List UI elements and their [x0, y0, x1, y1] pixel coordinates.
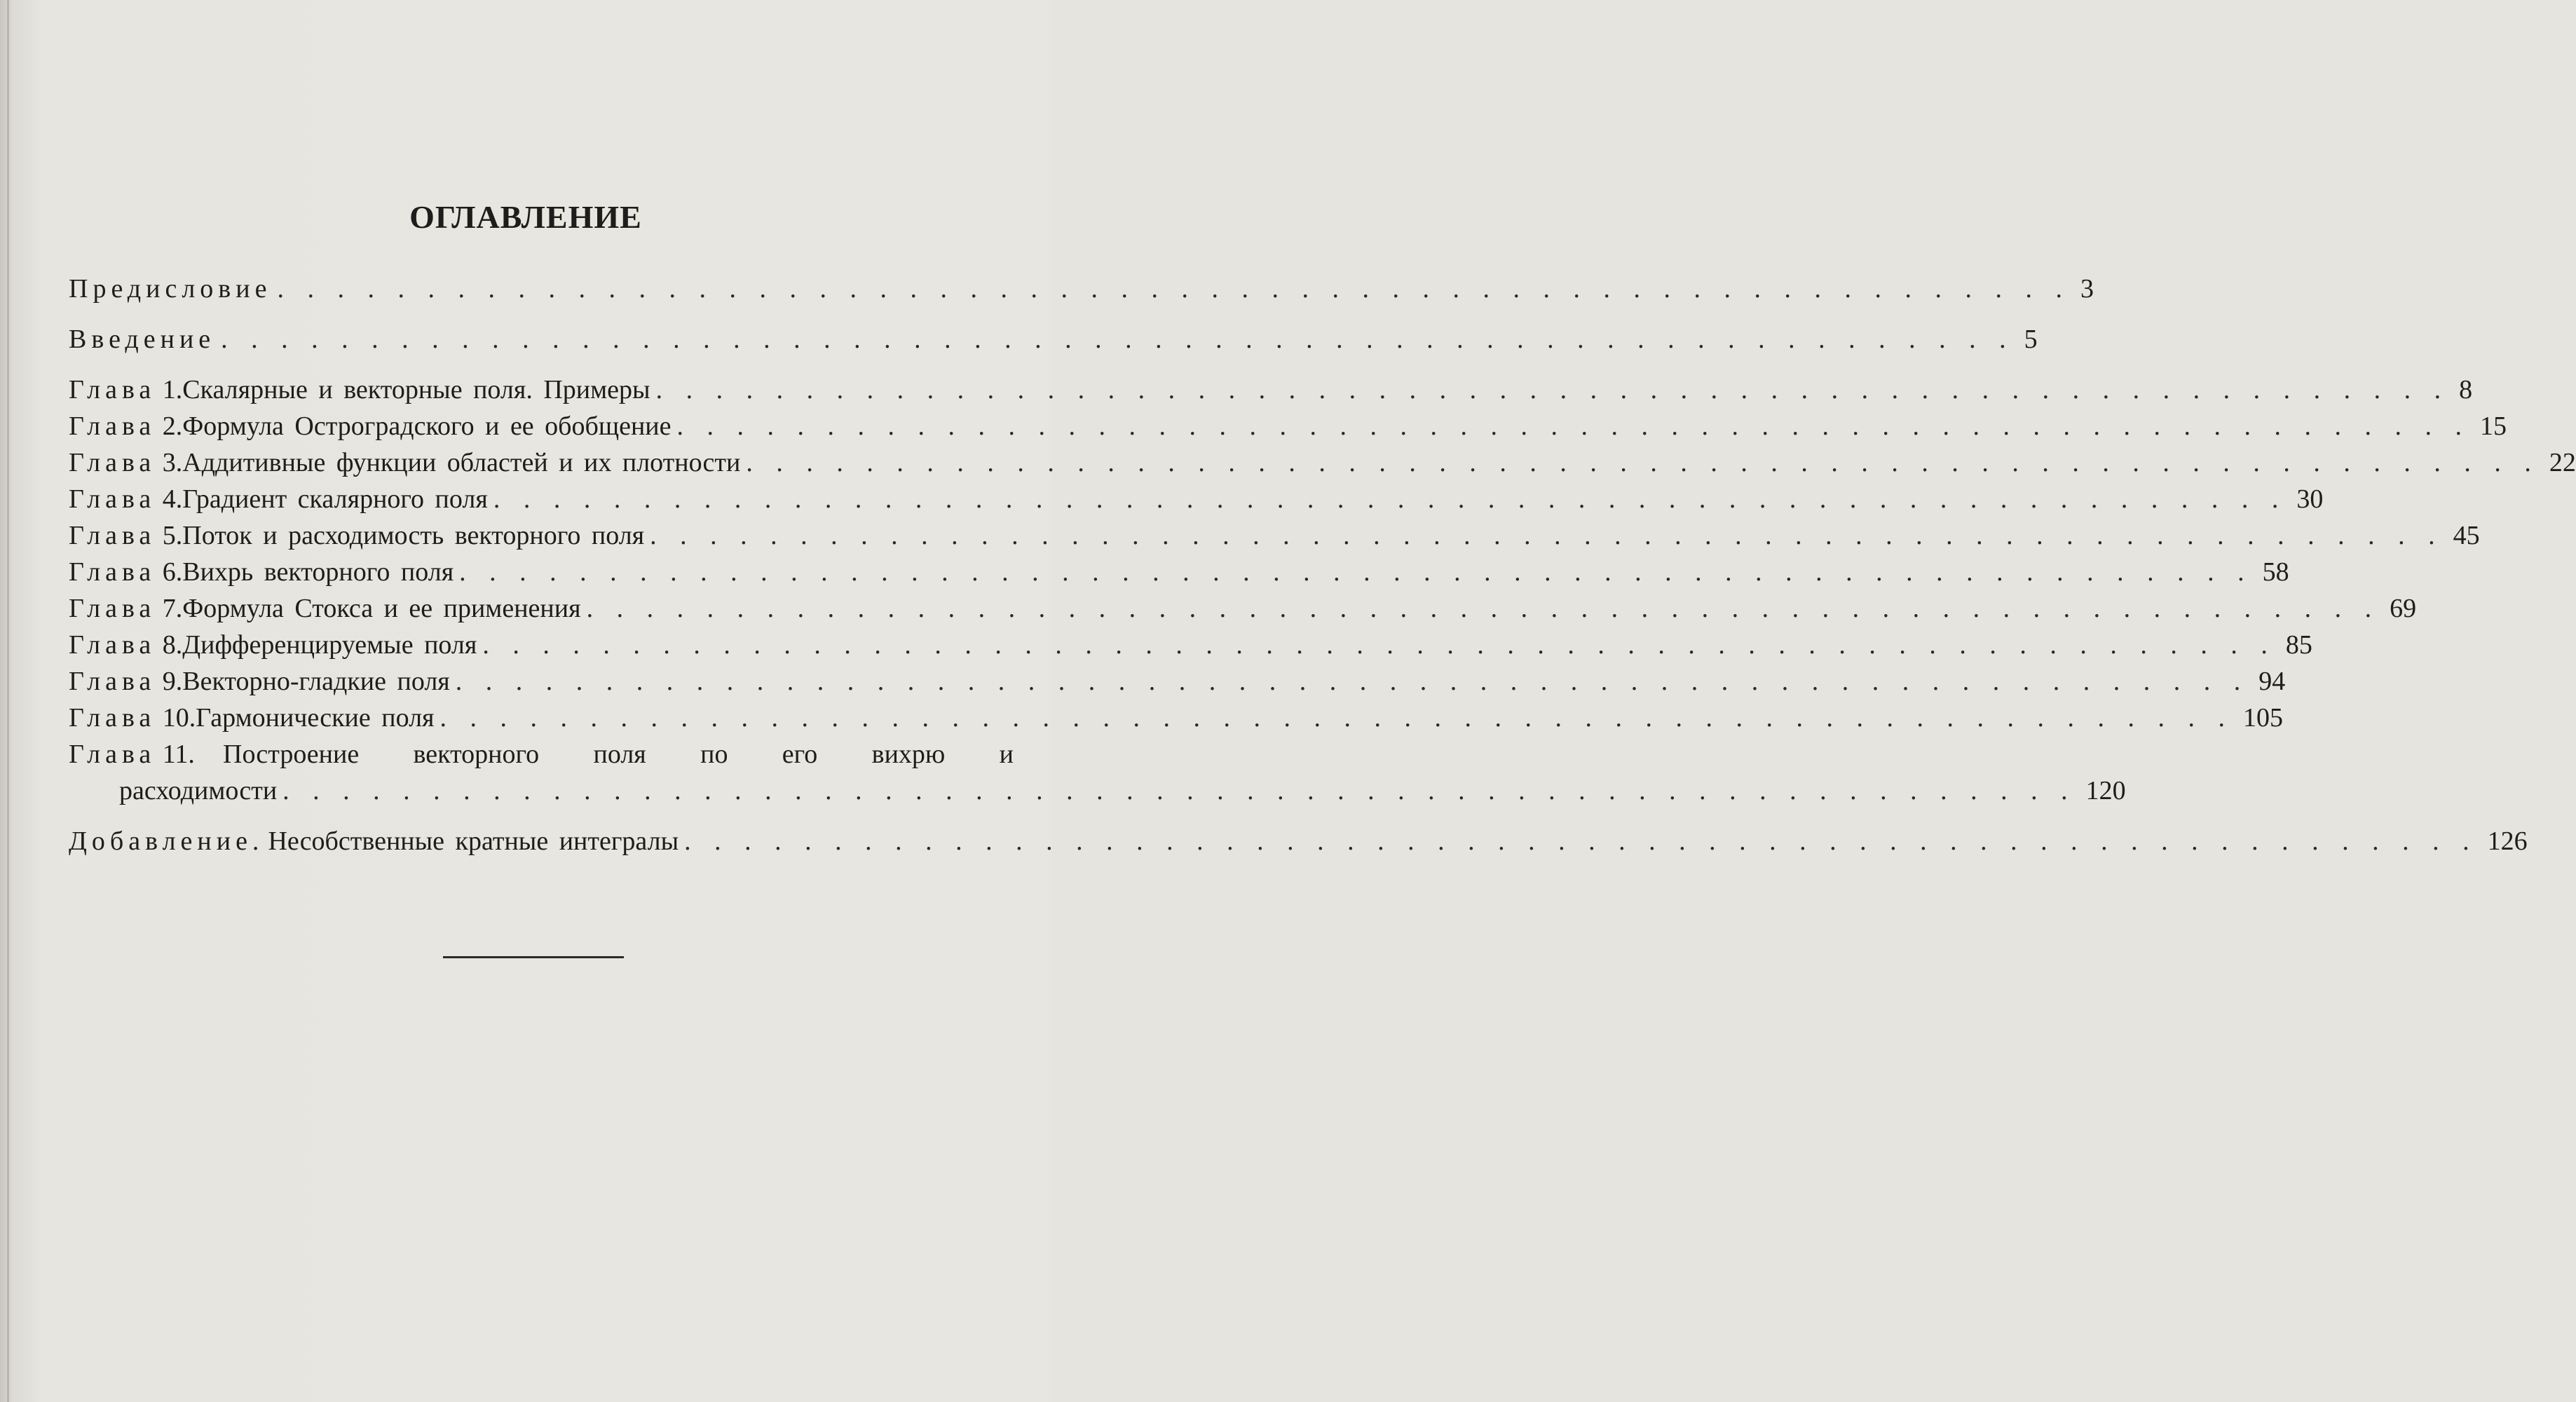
chapter-title-word: его [782, 740, 818, 769]
chapter-title-line-1 [223, 739, 1014, 770]
toc-entry-chapter [69, 484, 2324, 520]
toc-page-number: 94 [2258, 667, 2286, 696]
dot-leader: . . . . . . . . . . . . . . . . . . . . . . . . . . . . . . . . . . . . . . . . . . . . . . . . . . . . . . . . . . . . [455, 667, 2249, 696]
chapter-prefix [69, 484, 182, 515]
chapter-word: Глава [69, 594, 156, 623]
chapter-number: 10. [162, 703, 196, 733]
chapter-word: Глава [69, 448, 156, 477]
chapter-word: Глава [69, 703, 156, 733]
toc-entry-chapter [69, 411, 2507, 447]
chapter-number: 5. [162, 521, 183, 550]
chapter-word: Глава [69, 521, 156, 550]
dot-leader: . . . . . . . . . . . . . . . . . . . . . . . . . . . . . . . . . . . . . . . . . . . . . . . . . . . . . . . . . . . . [439, 703, 2234, 733]
toc-page-number: 105 [2243, 703, 2284, 733]
chapter-prefix [69, 666, 182, 697]
chapter-prefix [69, 593, 182, 624]
dot-leader: . . . . . . . . . . . . . . . . . . . . . . . . . . . . . . . . . . . . . . . . . . . . . . . . . . . . . . . . . . . . [493, 484, 2287, 514]
toc-page-number: 45 [2453, 521, 2480, 550]
chapter-prefix [69, 739, 223, 770]
dot-leader: . . . . . . . . . . . . . . . . . . . . . . . . . . . . . . . . . . . . . . . . . . . . . . . . . . . . . . . . . . . . [277, 274, 2071, 304]
dot-leader: . . . . . . . . . . . . . . . . . . . . . . . . . . . . . . . . . . . . . . . . . . . . . . . . . . . . . . . . . . . . [676, 411, 2471, 441]
toc-page-number: 3 [2080, 274, 2094, 304]
chapter-word: Глава [69, 411, 156, 441]
toc-entry-chapter [69, 666, 2286, 702]
toc-page-number: 8 [2459, 375, 2473, 404]
toc-entry-chapter [69, 374, 2473, 411]
toc-entry-chapter [69, 557, 2289, 593]
table-of-contents [69, 273, 2576, 862]
chapter-title: Поток и расходимость векторного поля [182, 521, 645, 550]
toc-page-number: 120 [2085, 776, 2126, 805]
chapter-title: Вихрь векторного поля [182, 557, 454, 587]
chapter-title-line-2: расходимости [119, 776, 278, 805]
chapter-word: Глава [69, 667, 156, 696]
toc-entry-introduction [69, 324, 2038, 360]
chapter-title: Скалярные и векторные поля. Примеры [182, 375, 650, 404]
chapter-prefix [69, 629, 182, 660]
toc-entry-chapter-11-continued [69, 775, 2126, 812]
dot-leader: . . . . . . . . . . . . . . . . . . . . . . . . . . . . . . . . . . . . . . . . . . . . . . . . . . . . . . . . . . . . [655, 375, 2450, 404]
chapter-word: Глава [69, 484, 156, 514]
chapter-number: 6. [162, 557, 183, 587]
chapter-prefix [69, 557, 182, 587]
toc-page-number: 30 [2296, 484, 2324, 514]
chapter-title: Градиент скалярного поля [182, 484, 488, 514]
chapter-prefix [69, 702, 196, 733]
chapter-title-word: по [700, 740, 728, 769]
toc-entry-chapter [69, 447, 2576, 484]
toc-page-number: 15 [2480, 411, 2507, 441]
toc-entry-label: Введение [69, 325, 216, 354]
toc-page-number: 22 [2549, 448, 2576, 477]
chapter-number: 1. [162, 375, 183, 404]
dot-leader: . . . . . . . . . . . . . . . . . . . . . . . . . . . . . . . . . . . . . . . . . . . . . . . . . . . . . . . . . . . . [746, 448, 2540, 477]
toc-entry-chapter [69, 702, 2284, 739]
appendix-title: Несобственные кратные интегралы [268, 826, 679, 856]
chapter-prefix [69, 374, 182, 405]
chapter-number: 3. [162, 448, 183, 477]
toc-page-number: 126 [2487, 826, 2528, 856]
chapter-list [69, 374, 2576, 739]
page-title: ОГЛАВЛЕНИЕ [409, 199, 642, 235]
chapter-number: 11. [162, 740, 195, 769]
appendix-label: Добавление. [69, 826, 264, 856]
toc-entry-label: Предисловие [69, 274, 272, 304]
dot-leader: . . . . . . . . . . . . . . . . . . . . . . . . . . . . . . . . . . . . . . . . . . . . . . . . . . . . . . . . . . . . [684, 826, 2478, 856]
dot-leader: . . . . . . . . . . . . . . . . . . . . . . . . . . . . . . . . . . . . . . . . . . . . . . . . . . . . . . . . . . . . [459, 557, 2253, 587]
chapter-word: Глава [69, 630, 156, 660]
toc-page-number: 5 [2024, 325, 2038, 354]
chapter-word: Глава [69, 375, 156, 404]
chapter-prefix [69, 447, 182, 478]
dot-leader: . . . . . . . . . . . . . . . . . . . . . . . . . . . . . . . . . . . . . . . . . . . . . . . . . . . . . . . . . . . . [482, 630, 2276, 660]
chapter-title: Векторно-гладкие поля [182, 667, 450, 696]
dot-leader: . . . . . . . . . . . . . . . . . . . . . . . . . . . . . . . . . . . . . . . . . . . . . . . . . . . . . . . . . . . . [650, 521, 2444, 550]
chapter-title: Гармонические поля [196, 703, 435, 733]
chapter-title-word: векторного [413, 740, 540, 769]
chapter-title-word: поля [593, 740, 646, 769]
dot-leader: . . . . . . . . . . . . . . . . . . . . . . . . . . . . . . . . . . . . . . . . . . . . . . . . . . . . . . . . . . . . [221, 325, 2015, 354]
chapter-title: Аддитивные функции областей и их плотности [182, 448, 741, 477]
chapter-number: 2. [162, 411, 183, 441]
chapter-number: 9. [162, 667, 183, 696]
closing-rule [443, 956, 624, 958]
toc-entry-appendix [69, 826, 2528, 862]
chapter-number: 4. [162, 484, 183, 514]
dot-leader: . . . . . . . . . . . . . . . . . . . . . . . . . . . . . . . . . . . . . . . . . . . . . . . . . . . . . . . . . . . . [282, 776, 2076, 805]
chapter-prefix [69, 520, 182, 551]
chapter-title: Формула Стокса и ее применения [182, 594, 581, 623]
toc-entry-chapter-11 [69, 739, 1014, 775]
chapter-word: Глава [69, 557, 156, 587]
dot-leader: . . . . . . . . . . . . . . . . . . . . . . . . . . . . . . . . . . . . . . . . . . . . . . . . . . . . . . . . . . . . [586, 594, 2380, 623]
chapter-title: Дифференцируемые поля [182, 630, 477, 660]
chapter-title-word: Построение [223, 740, 360, 769]
chapter-prefix [69, 411, 182, 442]
toc-entry-chapter [69, 520, 2480, 557]
toc-entry-chapter [69, 593, 2417, 629]
toc-page-number: 58 [2262, 557, 2289, 587]
chapter-title-word: вихрю [871, 740, 946, 769]
chapter-title: Формула Остроградского и ее обобщение [182, 411, 672, 441]
chapter-title-word: и [999, 740, 1014, 769]
chapter-word: Глава [69, 740, 156, 769]
chapter-number: 8. [162, 630, 183, 660]
toc-page-number: 85 [2285, 630, 2312, 660]
toc-page-number: 69 [2390, 594, 2417, 623]
toc-entry-preface [69, 273, 2094, 310]
chapter-number: 7. [162, 594, 183, 623]
toc-entry-chapter [69, 629, 2312, 666]
